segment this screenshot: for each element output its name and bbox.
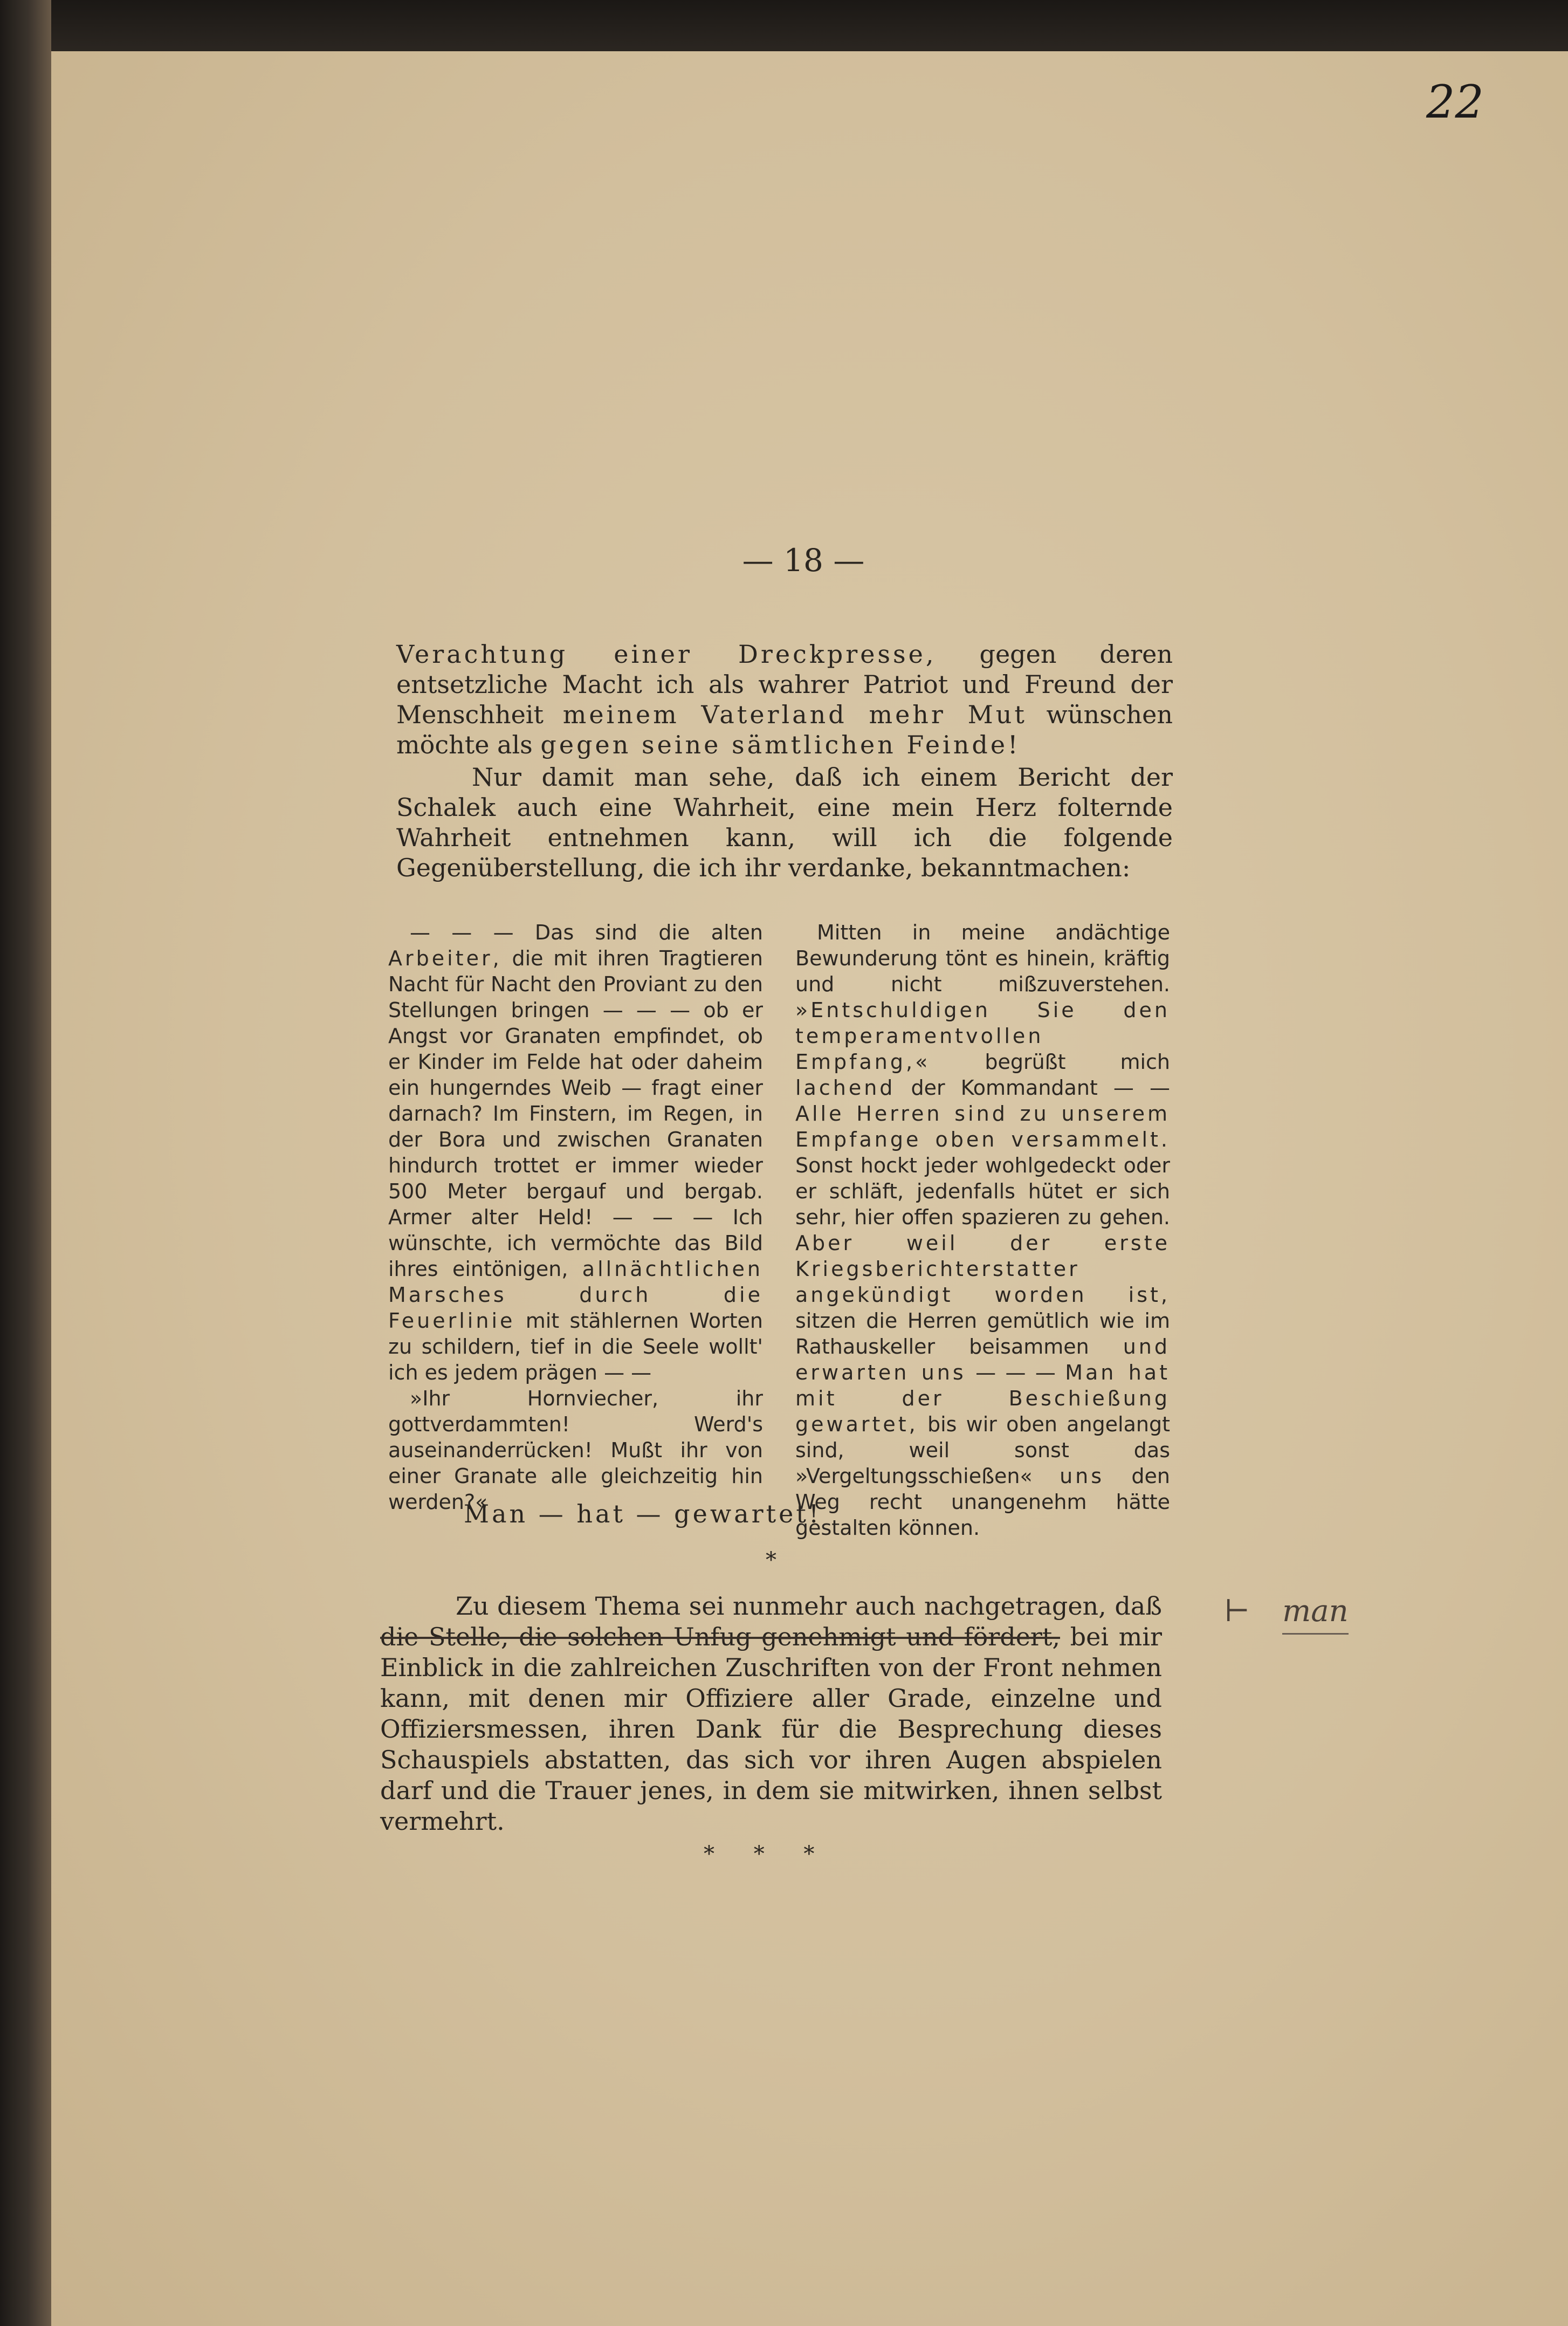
insertion-mark: ⊢ (1224, 1594, 1250, 1629)
right-text-g: Sonst hockt jeder wohlgedeckt oder er schläft, jedenfalls hütet er sich sehr, hier offen spazieren zu gehen. (795, 1154, 1170, 1229)
right-text-a: Mitten in meine andächtige Bewunderung tönt es hinein, kräftig und nicht mißzuverstehen. (795, 921, 1170, 996)
right-text-m: bis wir oben angelangt sind, weil sonst das »Vergeltungsschießen« (795, 1412, 1170, 1488)
note-text-c: bei mir Einblick in die zahlreichen Zuschriften von der Front nehmen kann, mit denen mir Offiziere aller Grade, einzelne und Offiziersmessen, ihren Dank für die Besprechung dieses Schauspiels abstatten, das sich vor ihren Augen abspielen darf und die Trauer jenes, in dem sie mitwirken, ihnen selbst vermehrt. (380, 1622, 1162, 1836)
right-text-k: — — — (966, 1361, 1065, 1384)
left-paragraph-2: »Ihr Hornviecher, ihr gottverdammten! Werd's auseinanderrücken! Mußt ihr von einer Granate alle gleichzeitig hin werden?« (388, 1387, 763, 1514)
intro-spaced-3: gegen seine sämtlichen Feinde! (540, 730, 1021, 759)
struck-text: die Stelle, die solchen Unfug genehmigt und fördert, (380, 1622, 1061, 1651)
intro-text (396, 639, 1173, 883)
right-text-i: sitzen die Herren gemütlich wie im Rathauskeller beisammen (795, 1309, 1170, 1358)
right-text-o: den Weg recht unangenehm hätte gestalten können. (795, 1464, 1170, 1540)
right-spaced-h: Aber weil der erste Kriegsberichterstatter angekündigt worden ist, (795, 1231, 1170, 1307)
right-spaced-l: Man hat mit der Beschießung gewartet, (795, 1361, 1170, 1436)
intro-text-1d: wünschen möchte als (396, 700, 1173, 759)
section-separator: * (766, 1548, 776, 1573)
note-paragraph (380, 1591, 1162, 1837)
right-spaced-n: uns (1060, 1464, 1105, 1488)
right-spaced-f: Alle Herren sind zu unserem Empfange oben versammelt. (795, 1102, 1170, 1151)
left-text-e: mit stählernen Worten zu schildern, tief in die Seele wollt' ich es jedem prägen — — (388, 1309, 763, 1384)
right-spaced-b: »Entschuldigen Sie den temperamentvollen Empfang,« (795, 998, 1170, 1074)
book-binding (0, 0, 51, 2326)
right-paragraph-1 (795, 920, 1170, 1541)
left-text-c: die mit ihren Tragtieren Nacht für Nacht den Proviant zu den Stellungen bringen — — — ob er Angst vor Granaten empfindet, ob er Kinder im Felde hat oder daheim ein hungerndes Weib — fragt einer darnach? Im Finstern, im Regen, in der Bora und zwischen Granaten hindurch trottet er immer wieder 500 Meter bergauf und bergab. Armer alter Held! — — — Ich wünschte, ich vermöchte das Bild ihres eintönigen, (388, 946, 763, 1281)
intro-paragraph-1 (396, 639, 1173, 760)
left-spaced-b: Arbeiter, (388, 946, 502, 970)
left-column (388, 920, 763, 1515)
asterism: * * * (704, 1842, 831, 1867)
right-spaced-j: und erwarten uns (795, 1335, 1170, 1384)
page-top-edge (51, 0, 1568, 51)
left-spaced-d: allnächtlichen Marsches durch die Feuerlinie (388, 1257, 763, 1333)
right-spaced-d: lachend (795, 1076, 896, 1100)
intro-spaced-1: Verachtung einer Dreckpresse, (396, 640, 937, 669)
right-column (795, 920, 1170, 1541)
right-text-e: der Kommandant — — (895, 1076, 1170, 1100)
intro-spaced-2: meinem Vaterland mehr Mut (562, 700, 1027, 729)
left-paragraph-1 (388, 920, 763, 1385)
folio-number: 22 (1426, 76, 1484, 128)
intro-text-1b: gegen deren entsetzliche Macht ich als wahrer Patriot und Freund der Menschheit (396, 640, 1173, 729)
handwritten-margin-note (1224, 1594, 1349, 1635)
closing-line: Man — hat — gewartet! (464, 1499, 822, 1528)
left-text-a: — — — Das sind die alten (410, 921, 763, 944)
note-text-a: Zu diesem Thema sei nunmehr auch nachgetragen, daß (456, 1591, 1162, 1621)
page-number: — 18 — (742, 542, 865, 579)
right-text-c: begrüßt mich (930, 1050, 1170, 1074)
margin-correction: man (1282, 1594, 1349, 1635)
intro-paragraph-2: Nur damit man sehe, daß ich einem Bericht der Schalek auch eine Wahrheit, eine mein Herz folternde Wahrheit entnehmen kann, will ich die folgende Gegenüberstellung, die ich ihr verdanke, bekanntmachen: (396, 763, 1173, 882)
